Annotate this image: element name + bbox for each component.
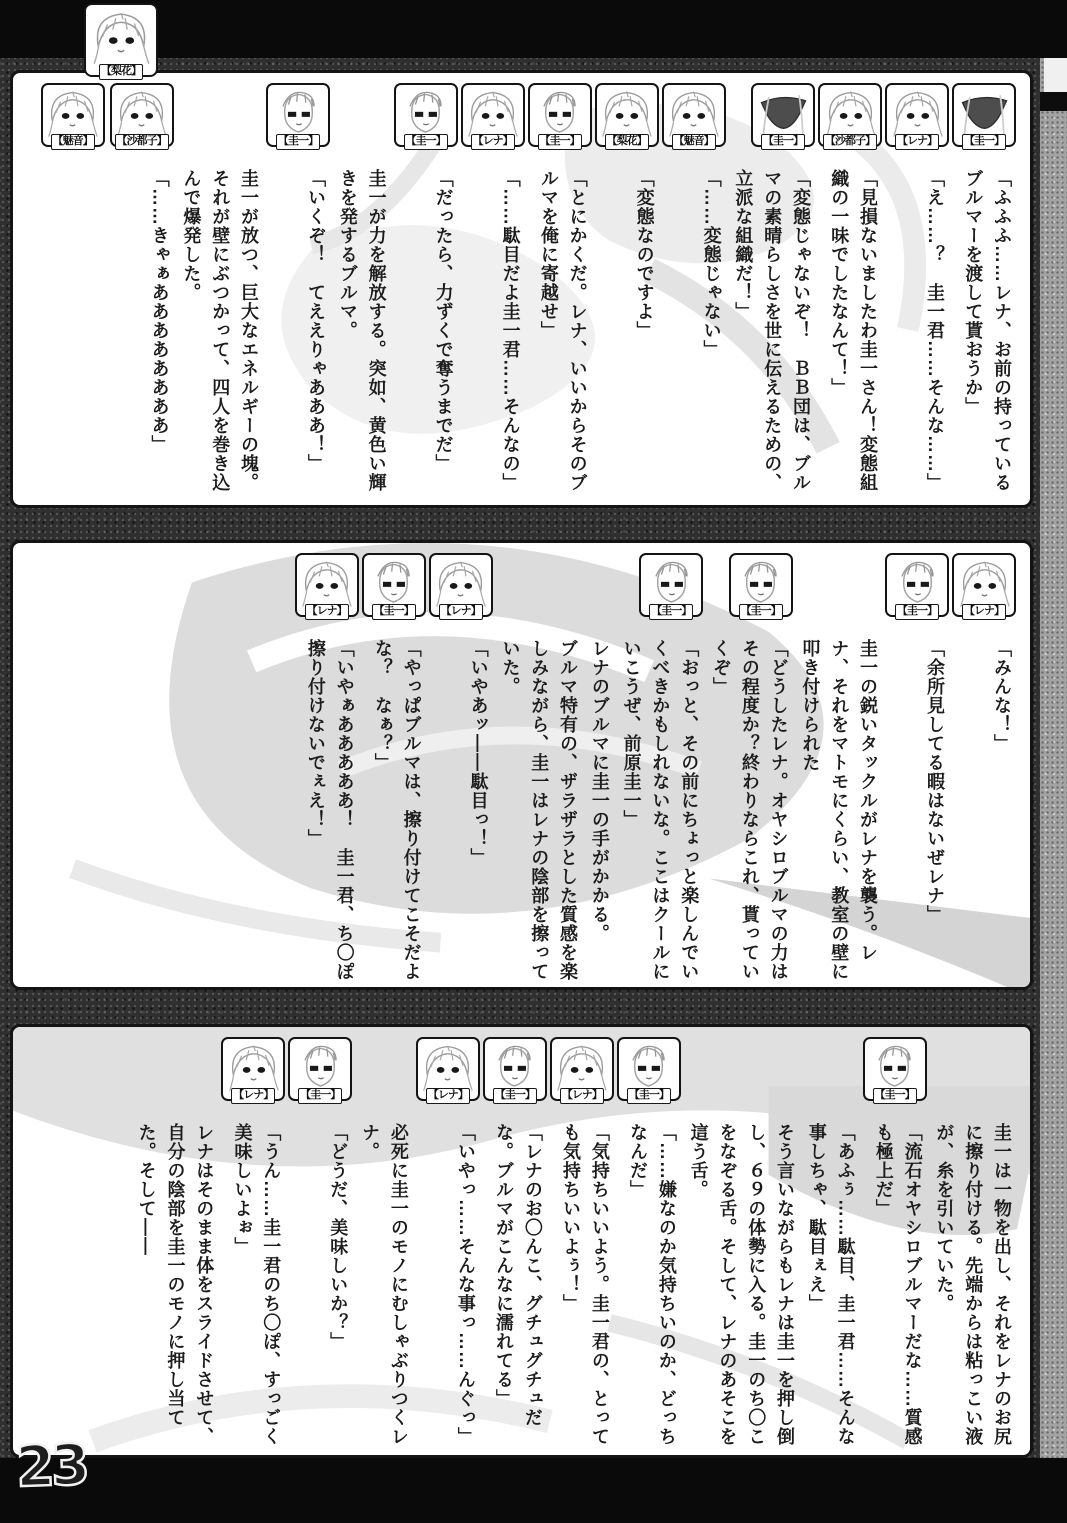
vertical-text: 「見損ないましたわ圭一さん！変態組織の一味でしたなんて！」 [829, 169, 878, 492]
keiichi-icon [729, 553, 793, 617]
vertical-text: 「とにかくだ。レナ、いいからそのブルマを俺に寄越せ」 [538, 169, 588, 492]
dialogue-entry [952, 553, 1016, 981]
keiichi-bloomer-icon [952, 83, 1016, 147]
character-name-label: 【圭一】 [404, 134, 448, 150]
text-panel-1 [10, 70, 1033, 508]
narration-entry [355, 1037, 413, 1449]
character-icon-slot [885, 553, 949, 637]
dialogue-entry [362, 553, 426, 981]
vertical-text: レナのブルマに圭一の手がかかる。 [589, 639, 610, 943]
vertical-text: 「余所見してる暇はないぜレナ」 [925, 639, 945, 924]
character-icon-slot [885, 83, 949, 167]
keiichi-icon [639, 553, 703, 617]
vertical-text: 圭一は一物を出し、それをレナのお尻に擦り付ける。先端からは粘っこい液が、糸を引いていた。 [934, 1123, 1012, 1446]
character-icon-slot [729, 553, 793, 637]
text-panel-2 [10, 540, 1033, 990]
satoko-icon [818, 83, 882, 147]
narration-entry [132, 1037, 218, 1449]
dialogue-entry [429, 553, 493, 981]
dialogue-entry [818, 83, 882, 499]
vertical-text: 「気持ちいいよう。圭一君の、とっても気持ちいいよぅ！」 [561, 1123, 610, 1446]
character-icon-slot [818, 83, 882, 167]
rena-icon [952, 553, 1016, 617]
dialogue-entry [885, 83, 949, 499]
vertical-text: 「レナのお〇んこ、グチュグチュだな。ブルマがこんなに濡れてる」 [494, 1123, 543, 1427]
dialogue-entry [706, 553, 792, 981]
character-name-label: 【魅音】 [51, 134, 95, 150]
vertical-text: 「だったら、力ずくで奪うまでだ」 [433, 169, 454, 473]
vertical-text: 「いやっ……そんな事っ……んぐっ」 [455, 1123, 476, 1446]
character-icon-slot [617, 1037, 681, 1121]
vertical-text: 「うん……圭一君のち〇ぽ、すっごく美味しいよぉ」 [232, 1123, 282, 1446]
dialogue-entry [617, 1037, 681, 1449]
character-icon-slot [952, 83, 1016, 167]
dialogue-entry [595, 83, 659, 499]
dialogue-entry [952, 83, 1016, 499]
character-name-label: 【レナ】 [305, 604, 349, 620]
narration-entry [684, 1037, 799, 1449]
narration-entry [177, 83, 263, 499]
dialogue-entry [528, 83, 592, 499]
vertical-text: 「変態じゃないぞ！ ＢＢ団は、ブルマの素晴らしさを世に伝えるための、立派な組織だ！」 [733, 169, 811, 492]
dialogue-entry [416, 1037, 480, 1449]
character-icon-slot [528, 83, 592, 167]
vertical-text: ブルマ特有の、ザラザラとした質感を楽しみながら、圭一はレナの陰部を擦っていた。 [500, 639, 579, 981]
dialogue-entry [394, 83, 458, 499]
rena-icon [416, 1037, 480, 1101]
character-icon-slot [662, 83, 726, 167]
keiichi-bloomer-icon [751, 83, 815, 147]
character-name-label: 【レナ】 [560, 1088, 604, 1104]
vertical-text: 必死に圭一のモノにむしゃぶりつくレナ。 [360, 1123, 409, 1446]
character-name-label: 【圭一】 [873, 1088, 917, 1104]
text-panel-3 [10, 1024, 1033, 1458]
vertical-text: 「どうだ、美味しいか？」 [328, 1123, 349, 1351]
dialogue-entry [662, 83, 726, 499]
vertical-text: 「おっと、その前にちょっと楽しんでいくべきかもしれないな。ここはクールにいこうぜ、前原圭一」 [621, 639, 700, 981]
character-name-label: 【梨花】 [605, 134, 649, 150]
bottom-margin-bar [0, 1458, 1067, 1523]
character-name-label: 【圭一】 [372, 604, 416, 620]
dialogue-entry [729, 83, 815, 499]
character-name-label: 【圭一】 [298, 1088, 342, 1104]
character-icon-slot [483, 1037, 547, 1121]
dialogue-entry [295, 553, 359, 981]
vertical-text: 「あふぅ……駄目、圭一君……そんな事しちゃ、駄目ぇえ」 [806, 1123, 856, 1446]
vertical-text: 「やっぱブルマは、擦り付けてこそだよな？ なぁ？」 [372, 639, 422, 981]
rena-icon [461, 83, 525, 147]
character-name-label: 【圭一】 [627, 1088, 671, 1104]
keiichi-icon [394, 83, 458, 147]
character-icon-slot [221, 1037, 285, 1121]
narration-entry [796, 553, 882, 981]
character-name-label: 【レナ】 [895, 134, 939, 150]
character-icon-slot [41, 83, 174, 167]
dialogue-entry [550, 1037, 614, 1449]
narration-entry [802, 1037, 860, 1449]
mion-icon [662, 83, 726, 147]
page-number: 23 [14, 1432, 88, 1501]
dialogue-entry [885, 553, 949, 981]
character-name-label: 【圭一】 [895, 604, 939, 620]
character-icon-slot [416, 1037, 480, 1121]
vertical-text: 「変態なのですよ」 [634, 169, 655, 340]
vertical-text: 「……駄目だよ圭一君……そんなの」 [500, 169, 521, 492]
character-name-label: 【レナ】 [231, 1088, 275, 1104]
panel-entries [13, 1027, 1030, 1455]
vertical-text: 「流石オヤシロブルマーだな……質感も極上だ」 [873, 1123, 923, 1446]
dialogue-entry [288, 1037, 352, 1449]
character-name-label: 【圭一】 [649, 604, 693, 620]
character-icon-slot [362, 553, 426, 637]
character-name-label: 【圭一】 [962, 134, 1006, 150]
vertical-text: そう言いながらもレナは圭一を押し倒し、６９の体勢に入る。圭一のち〇こをなぞる舌。そして、レナのあそこを這う舌。 [688, 1123, 796, 1446]
keiichi-icon [288, 1037, 352, 1101]
keiichi-icon [266, 83, 330, 147]
vertical-text: 「……きゃぁああああああああ」 [149, 169, 170, 454]
character-icon-slot [266, 83, 330, 167]
character-name-label: 【圭一】 [493, 1088, 537, 1104]
keiichi-icon [617, 1037, 681, 1101]
character-name-label: 【レナ】 [439, 604, 483, 620]
vertical-text: 「……嫌なのか気持ちいのか、どっちなんだ」 [628, 1123, 677, 1446]
character-name-label: 【レナ】 [426, 1088, 470, 1104]
character-icon-slot [863, 1037, 927, 1121]
keiichi-icon [863, 1037, 927, 1101]
character-icon-slot [595, 83, 659, 167]
vertical-text: 圭一が放つ、巨大なエネルギーの塊。それが壁にぶつかって、四人を巻き込んで爆発した。 [181, 169, 260, 492]
character-name-label: 【圭一】 [739, 604, 783, 620]
narration-entry [930, 1037, 1016, 1449]
character-name-label: 【圭一】 [538, 134, 582, 150]
vertical-text: 「え……？ 圭一君……そんな……」 [925, 169, 945, 492]
dialogue-entry [41, 83, 174, 499]
character-name-label: 【レナ】 [962, 604, 1006, 620]
vertical-text: 「みんな！」 [992, 639, 1012, 753]
character-name-label: 【圭一】 [761, 134, 805, 150]
top-margin-bar [0, 0, 1067, 58]
vertical-text: 圭一の鋭いタックルがレナを襲う。レナ、それをマトモにくらい、教室の壁に叩き付けられた [800, 639, 878, 981]
character-name-label: 【レナ】 [471, 134, 515, 150]
keiichi-icon [362, 553, 426, 617]
page-edge-shadow [1040, 92, 1067, 111]
keiichi-icon [483, 1037, 547, 1101]
character-name-label: 【沙都子】 [115, 134, 169, 150]
rika-corner-icon [84, 3, 158, 77]
vertical-text: 「いやあッ――駄目っ！」 [468, 639, 489, 867]
keiichi-icon [528, 83, 592, 147]
character-name-label: 【魅音】 [672, 134, 716, 150]
dialogue-entry [461, 83, 525, 499]
vertical-text: 「いやぁあああああ！ 圭一君、ち〇ぽ擦り付けないでぇえ！」 [305, 639, 355, 981]
character-name-label: 【圭一】 [276, 134, 320, 150]
character-icon-slot [295, 553, 359, 637]
satoko-icon [110, 83, 174, 147]
vertical-text: 「ふふふ……レナ、お前の持っているブルマーを渡して貰おうか」 [963, 169, 1012, 492]
rena-icon [550, 1037, 614, 1101]
rena-icon [885, 83, 949, 147]
dialogue-entry [483, 1037, 547, 1449]
rena-icon [295, 553, 359, 617]
character-icon-slot [751, 83, 815, 167]
page-edge-highlight [1044, 58, 1067, 92]
rena-icon [221, 1037, 285, 1101]
character-icon-slot [550, 1037, 614, 1121]
character-name-label: 【梨花】 [99, 64, 143, 80]
vertical-text: レナはそのまま体をスライドさせて、自分の陰部を圭一のモノに押し当てた。そして―― [136, 1123, 215, 1446]
narration-entry [585, 553, 614, 981]
character-name-label: 【沙都子】 [823, 134, 877, 150]
rika-icon [595, 83, 659, 147]
dialogue-entry [617, 553, 703, 981]
character-icon-slot [429, 553, 493, 637]
rena-icon [429, 553, 493, 617]
character-icon-slot [394, 83, 458, 167]
panel-entries [13, 73, 1030, 505]
dialogue-entry [266, 83, 330, 499]
character-icon-slot [639, 553, 703, 637]
panel-entries [13, 543, 1030, 987]
dialogue-entry [863, 1037, 927, 1449]
character-icon-slot [952, 553, 1016, 637]
narration-entry [496, 553, 582, 981]
narration-entry [333, 83, 391, 499]
vertical-text: 圭一が力を解放する。突如、黄色い輝きを発するブルマ。 [337, 169, 387, 492]
keiichi-icon [885, 553, 949, 617]
mion-icon [41, 83, 105, 147]
dialogue-entry [221, 1037, 285, 1449]
character-icon-slot [461, 83, 525, 167]
vertical-text: 「いくぞ！ てええりゃあああ！」 [306, 169, 327, 473]
character-icon-slot [288, 1037, 352, 1121]
page-edge-strip [1040, 55, 1067, 1462]
vertical-text: 「どうしたレナ。オヤシロブルマの力はその程度か？終わりならこれ、貰っていくぞ」 [711, 639, 789, 981]
vertical-text: 「……変態じゃない」 [701, 169, 722, 359]
